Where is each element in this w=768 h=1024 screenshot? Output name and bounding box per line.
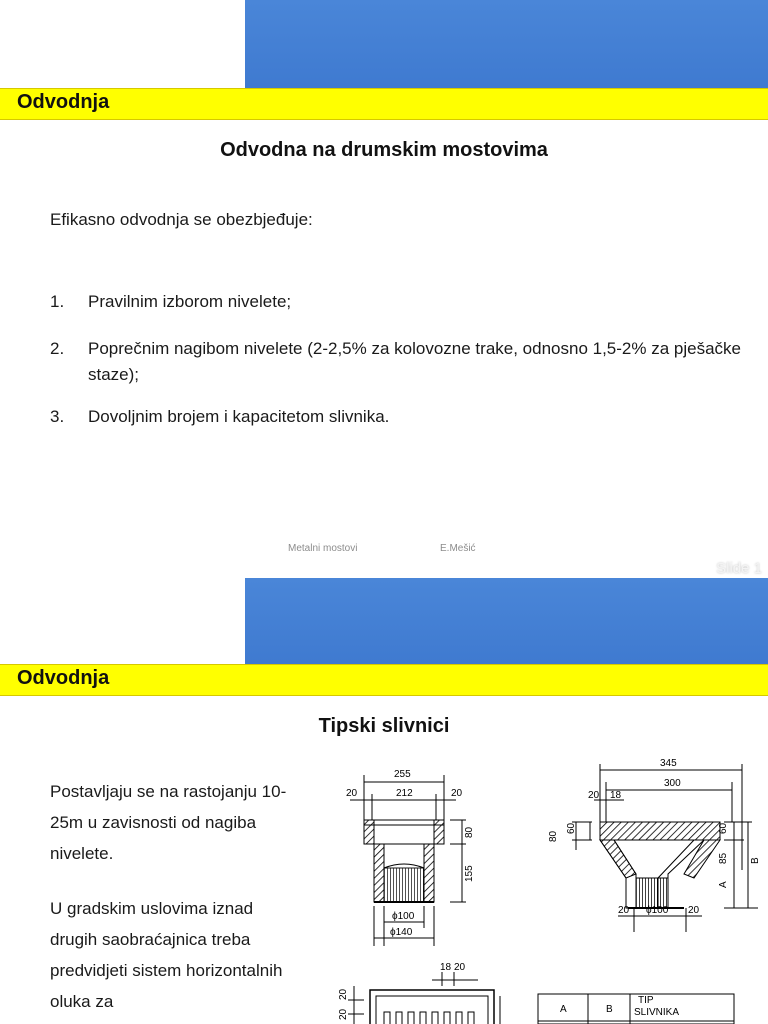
dim-label: 212: [396, 788, 413, 799]
dim-label: 300: [664, 778, 681, 789]
dim-label: 80: [548, 830, 559, 842]
dim-label: ϕ100: [392, 911, 415, 922]
list-text: Dovoljnim brojem i kapacitetom slivnika.: [88, 407, 390, 426]
dim-label: ϕ140: [390, 927, 413, 938]
dim-label: 18: [440, 962, 452, 973]
section-bar: [0, 664, 768, 696]
grate-slots: [384, 1012, 474, 1024]
section-title: Odvodnja: [17, 91, 110, 113]
dim-label: 60: [718, 822, 729, 834]
slide-number: Slide 1: [716, 560, 762, 577]
dim-label: 80: [464, 826, 475, 838]
dim-label: 20: [618, 905, 630, 916]
table-header: SLIVNIKA: [634, 1007, 680, 1018]
list-number: 3.: [50, 407, 65, 426]
dim-label: 345: [660, 758, 677, 769]
dim-label: 18: [610, 790, 622, 801]
dim-label: ϕ100: [646, 905, 669, 916]
dim-label: 20: [588, 790, 600, 801]
section-title: Odvodnja: [17, 667, 110, 689]
dim-label: 20: [338, 1008, 349, 1020]
dim-label: 20: [451, 788, 463, 799]
header-banner: [245, 0, 768, 88]
table-header: TIP: [638, 995, 654, 1006]
footer-course: Metalni mostovi: [288, 543, 358, 554]
dim-label: 20: [338, 988, 349, 1000]
paragraph: Postavljaju se na rastojanju 10-25m u zavisnosti od nagiba nivelete.: [50, 782, 287, 863]
dim-label: B: [750, 857, 761, 864]
slide-title: Odvodna na drumskim mostovima: [220, 139, 548, 161]
footer-author: E.Mešić: [440, 543, 476, 554]
list-number: 1.: [50, 292, 65, 311]
dim-label: 20: [454, 962, 466, 973]
section-bar: [0, 88, 768, 120]
gully-drawing: [318, 750, 768, 1024]
table-header: A: [560, 1004, 567, 1015]
list-number: 2.: [50, 339, 65, 358]
list-text: Pravilnim izborom nivelete;: [88, 292, 292, 311]
dim-label: A: [718, 881, 729, 888]
intro-text: Efikasno odvodnja se obezbjeđuje:: [50, 210, 313, 229]
body-text: [50, 776, 300, 1017]
list-text: Poprečnim nagibom nivelete (2-2,5% za kolovozne trake, odnosno 1,5-2% za pješačke staze);: [88, 339, 741, 384]
slide-title: Tipski slivnici: [318, 715, 450, 737]
paragraph: U gradskim uslovima iznad drugih saobraćajnica treba predvidjeti sistem horizontalnih oluka za: [50, 899, 283, 1011]
table-header: B: [606, 1004, 613, 1015]
dim-label: 255: [394, 769, 411, 780]
dim-label: 20: [688, 905, 700, 916]
dim-label: 60: [566, 822, 577, 834]
dim-label: 20: [346, 788, 358, 799]
dim-label: 85: [718, 852, 729, 864]
dim-label: 155: [464, 865, 475, 882]
header-banner: [245, 578, 768, 664]
